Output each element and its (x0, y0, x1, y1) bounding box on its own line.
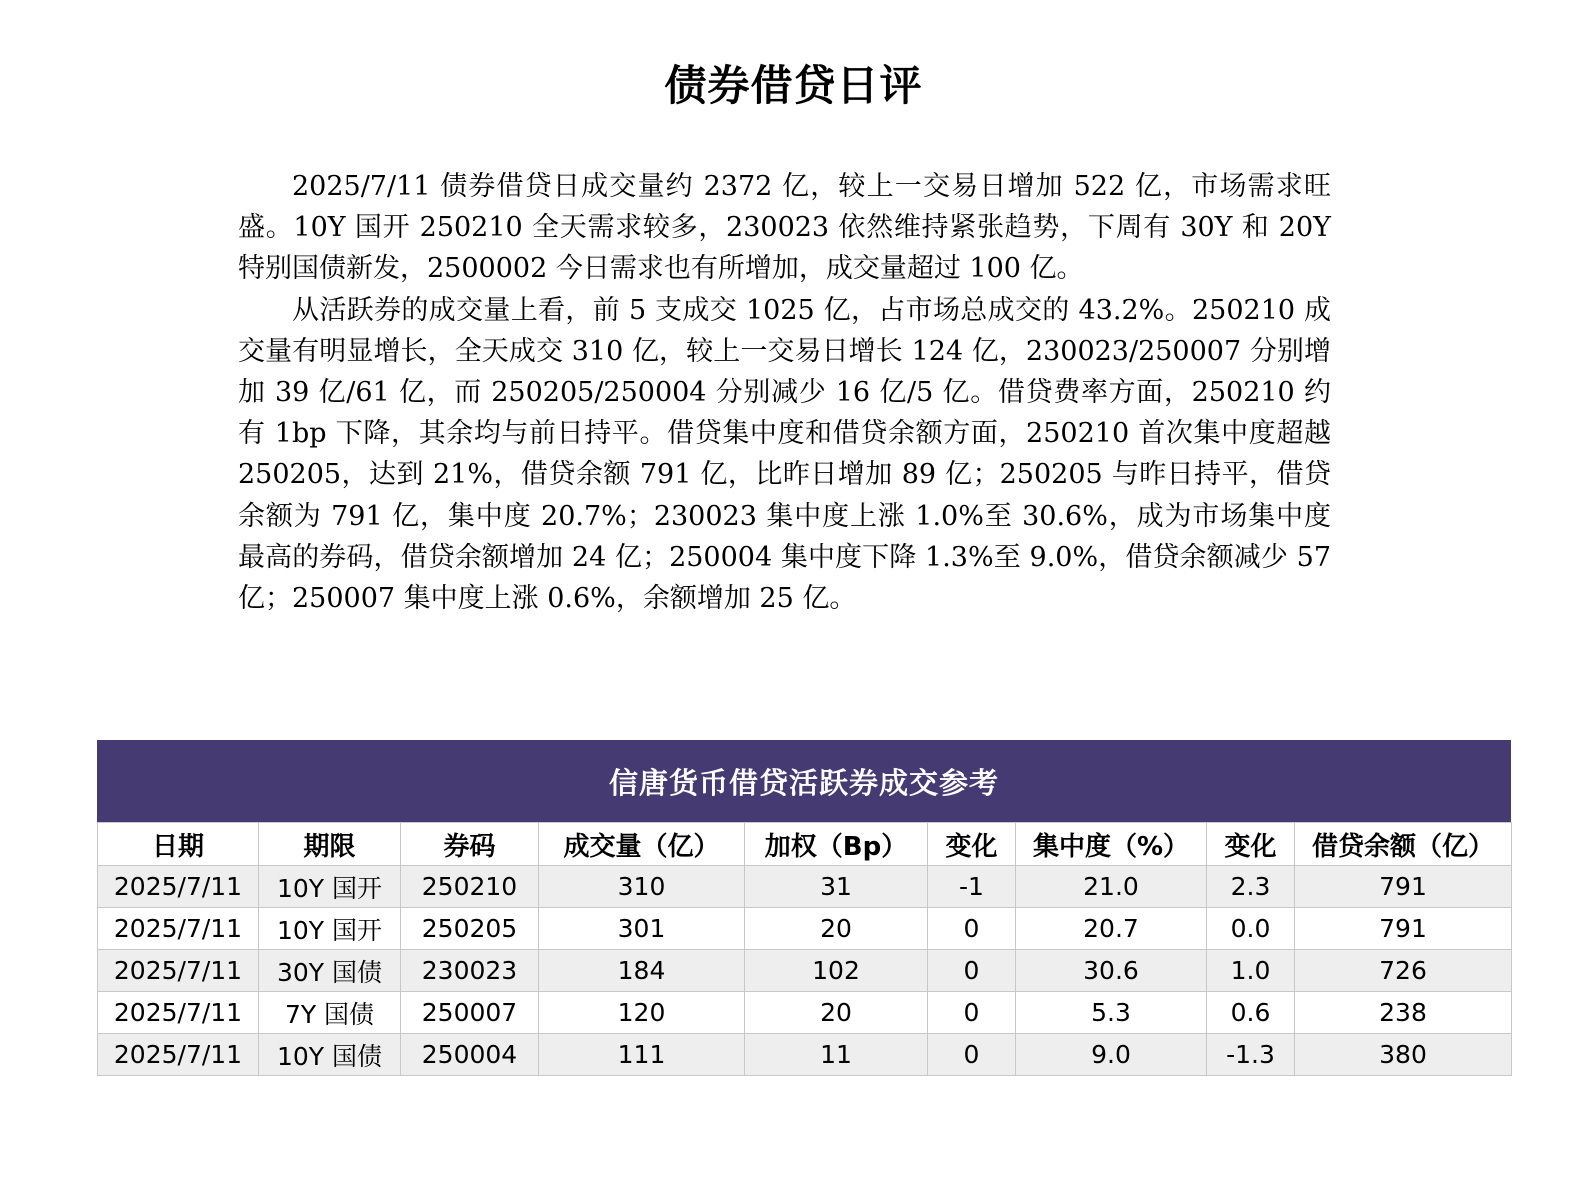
column-header-date: 日期 (98, 823, 259, 866)
document-title: 债券借贷日评 (664, 61, 923, 110)
column-header-bond-code: 券码 (401, 823, 539, 866)
cell-volume: 184 (539, 950, 745, 992)
cell-concentration-change: 1.0 (1207, 950, 1295, 992)
cell-volume: 120 (539, 992, 745, 1034)
cell-concentration-change: -1.3 (1207, 1034, 1295, 1076)
cell-term: 30Y 国债 (259, 950, 401, 992)
table-row (98, 1034, 1512, 1076)
cell-term: 10Y 国债 (259, 1034, 401, 1076)
cell-term: 7Y 国债 (259, 992, 401, 1034)
cell-bond-code: 250004 (401, 1034, 539, 1076)
cell-date: 2025/7/11 (98, 866, 259, 908)
commentary-paragraph: 从活跃券的成交量上看，前 5 支成交 1025 亿，占市场总成交的 43.2%。250210 成交量有明显增长，全天成交 310 亿，较上一交易日增长 124 亿，230023/250007 分别增加 39 亿/61 亿，而 250205/250004 分别减少 16 亿/5 亿。借贷费率方面，250210 约有 1bp 下降，其余均与前日持平。借贷集中度和借贷余额方面，250210 首次集中度超越 250205，达到 21%，借贷余额 791 亿，比昨日增加 89 亿；250205 与昨日持平，借贷余额为 791 亿，集中度 20.7%；230023 集中度上涨 1.0%至 30.6%，成为市场集中度最高的券码，借贷余额增加 24 亿；250004 集中度下降 1.3%至 9.0%，借贷余额减少 57 亿；250007 集中度上涨 0.6%，余额增加 25 亿。 (238, 294, 1331, 615)
cell-weighted-rate: 11 (745, 1034, 928, 1076)
active-bonds-table (97, 822, 1512, 1076)
cell-date: 2025/7/11 (98, 1034, 259, 1076)
table-row (98, 992, 1512, 1034)
cell-concentration: 21.0 (1016, 866, 1207, 908)
column-header-rate-change: 变化 (928, 823, 1016, 866)
cell-term: 10Y 国开 (259, 866, 401, 908)
commentary-body (238, 166, 1331, 619)
cell-rate-change: 0 (928, 908, 1016, 950)
cell-concentration: 20.7 (1016, 908, 1207, 950)
cell-bond-code: 230023 (401, 950, 539, 992)
cell-rate-change: 0 (928, 992, 1016, 1034)
table-header-row (98, 823, 1512, 866)
cell-term: 10Y 国开 (259, 908, 401, 950)
cell-volume: 301 (539, 908, 745, 950)
cell-volume: 310 (539, 866, 745, 908)
commentary-paragraph: 2025/7/11 债券借贷日成交量约 2372 亿，较上一交易日增加 522 亿，市场需求旺盛。10Y 国开 250210 全天需求较多，230023 依然维持紧张趋势，下周有 30Y 和 20Y 特别国债新发，2500002 今日需求也有所增加，成交量超过 100 亿。 (238, 171, 1331, 285)
column-header-concentration-change: 变化 (1207, 823, 1295, 866)
column-header-weighted-rate: 加权（Bp） (745, 823, 928, 866)
cell-rate-change: -1 (928, 866, 1016, 908)
cell-weighted-rate: 102 (745, 950, 928, 992)
cell-lending-balance: 791 (1295, 866, 1512, 908)
cell-weighted-rate: 31 (745, 866, 928, 908)
cell-weighted-rate: 20 (745, 908, 928, 950)
cell-concentration: 9.0 (1016, 1034, 1207, 1076)
cell-date: 2025/7/11 (98, 950, 259, 992)
cell-concentration-change: 2.3 (1207, 866, 1295, 908)
column-header-term: 期限 (259, 823, 401, 866)
cell-date: 2025/7/11 (98, 992, 259, 1034)
cell-bond-code: 250210 (401, 866, 539, 908)
table-banner: 信唐货币借贷活跃券成交参考 (97, 740, 1511, 822)
column-header-lending-balance: 借贷余额（亿） (1295, 823, 1512, 866)
cell-date: 2025/7/11 (98, 908, 259, 950)
cell-lending-balance: 380 (1295, 1034, 1512, 1076)
cell-bond-code: 250007 (401, 992, 539, 1034)
table-row (98, 950, 1512, 992)
cell-lending-balance: 726 (1295, 950, 1512, 992)
cell-rate-change: 0 (928, 950, 1016, 992)
table-row (98, 908, 1512, 950)
cell-concentration: 30.6 (1016, 950, 1207, 992)
column-header-concentration: 集中度（%） (1016, 823, 1207, 866)
cell-concentration-change: 0.0 (1207, 908, 1295, 950)
cell-bond-code: 250205 (401, 908, 539, 950)
cell-volume: 111 (539, 1034, 745, 1076)
active-bonds-table-section (97, 740, 1511, 1076)
cell-concentration: 5.3 (1016, 992, 1207, 1034)
cell-lending-balance: 791 (1295, 908, 1512, 950)
cell-concentration-change: 0.6 (1207, 992, 1295, 1034)
column-header-volume: 成交量（亿） (539, 823, 745, 866)
cell-weighted-rate: 20 (745, 992, 928, 1034)
cell-lending-balance: 238 (1295, 992, 1512, 1034)
cell-rate-change: 0 (928, 1034, 1016, 1076)
table-row (98, 866, 1512, 908)
